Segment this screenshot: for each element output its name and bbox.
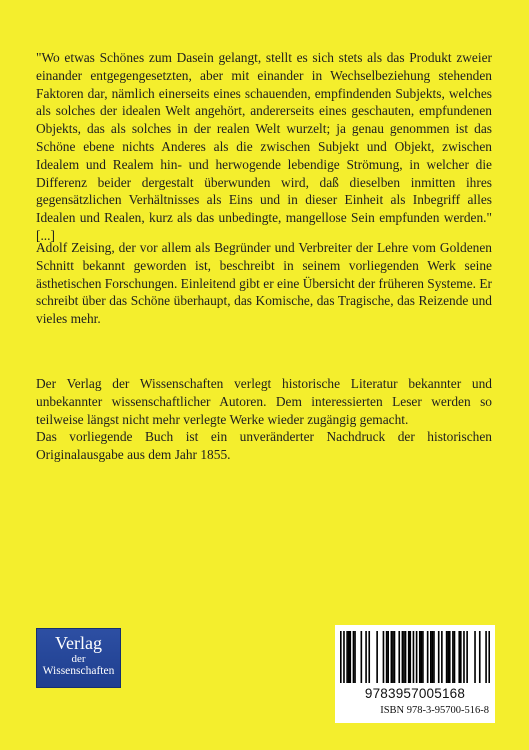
barcode-bar (430, 631, 432, 683)
publisher-text-2: Das vorliegende Buch ist ein unveränderter Nachdruck der historischen Originalausgabe aus dem Jahr 1855. (36, 429, 492, 463)
barcode-bar (422, 631, 424, 683)
barcode-bar (386, 631, 388, 683)
barcode-bar (488, 631, 490, 683)
quote-text: "Wo etwas Schönes zum Dasein gelangt, stellt es sich stets als das Produkt zweier einander entgegengesetzten, aber mit einander in Wechselbeziehung stehenden Faktoren dar, nämlich einerseits eines schauenden, empfindenden Subjekts, welches als solches der idealen Welt angehört, andererseits eines geschauten, empfundenen Objekts, das als solches in der realen Welt wurzelt; ja genau genommen ist das Schöne ebene nichts Anderes als die zwischen Subjekt und Objekt, zwischen Idealem und Realem hin- und herwogende lebendige Strömung, in welcher die Differenz beider dergestalt überwunden wird, daß dieselben inmitten ihres gegensätzlichen Verhältnisses als Eins und in dieser Einheit als Inbegriff alles Idealen und Realen, kurz als das unbedingte, mangellose Sein empfunden werden." [...] (36, 50, 492, 243)
publisher-text-1: Der Verlag der Wissenschaften verlegt historische Literatur bekannter und unbekannter wissenschaftlicher Autoren. Dem interessierten Leser werden so teilweise längst nicht mehr verlegte Werke wieder zugängig gemacht. (36, 376, 492, 427)
barcode-area (335, 625, 495, 723)
barcode-bar (419, 631, 421, 683)
barcode-bar (376, 631, 378, 683)
barcode-bar (479, 631, 481, 683)
logo-line-der: der (71, 653, 86, 665)
barcode-bar (432, 631, 434, 683)
barcode-bar (408, 631, 410, 683)
about-text: Adolf Zeising, der vor allem als Begründer und Verbreiter der Lehre vom Goldenen Schnitt bekannt geworden ist, beschreibt in seinem vorliegenden Werk seine ästhetischen Forschungen. Einleitend gibt er eine Übersicht der früheren Systeme. Er schreibt über das Schöne überhaupt, das Komische, das Tragische, das Reizende und vieles mehr. (36, 240, 492, 327)
publisher-paragraphs (36, 375, 492, 464)
barcode-bar (441, 631, 443, 683)
barcode-number: 9783957005168 (364, 686, 466, 701)
barcode-bar (413, 631, 415, 683)
barcode-bar (458, 631, 460, 683)
barcode-bar (454, 631, 456, 683)
barcode-bar (365, 631, 367, 683)
isbn-label: ISBN 978-3-95700-516-8 (380, 705, 489, 716)
barcode-bar (421, 631, 423, 683)
barcode-bar (438, 631, 440, 683)
barcode-bar (446, 631, 448, 683)
barcode-bar (427, 631, 429, 683)
barcode-bars (340, 631, 490, 683)
barcode-bar (460, 631, 462, 683)
barcode-bar (433, 631, 435, 683)
barcode-bar (354, 631, 356, 683)
barcode-bar (387, 631, 389, 683)
barcode-bar (466, 631, 468, 683)
barcode-bar (398, 631, 400, 683)
barcode-bar (346, 631, 348, 683)
barcode-bar (394, 631, 396, 683)
barcode-bar (409, 631, 411, 683)
publisher-logo (36, 628, 121, 688)
barcode-bar (403, 631, 405, 683)
barcode-bar (474, 631, 476, 683)
about-paragraph (36, 239, 492, 328)
barcode-bar (452, 631, 454, 683)
barcode-bar (391, 631, 393, 683)
barcode-bar (368, 631, 370, 683)
barcode-bar (343, 631, 345, 683)
barcode-bar (353, 631, 355, 683)
barcode-bar (392, 631, 394, 683)
logo-line-wissenschaften: Wissenschaften (42, 665, 115, 677)
barcode-bar (340, 631, 342, 683)
barcode-bar (447, 631, 449, 683)
barcode-bar (402, 631, 404, 683)
barcode-bar (361, 631, 363, 683)
logo-line-verlag: Verlag (55, 633, 102, 653)
barcode-bar (416, 631, 418, 683)
barcode-bar (449, 631, 451, 683)
barcode-bar (383, 631, 385, 683)
barcode-bar (348, 631, 350, 683)
quote-paragraph (36, 49, 492, 245)
barcode-bar (405, 631, 407, 683)
barcode-bar (485, 631, 487, 683)
barcode-bar (349, 631, 351, 683)
barcode-bar (463, 631, 465, 683)
